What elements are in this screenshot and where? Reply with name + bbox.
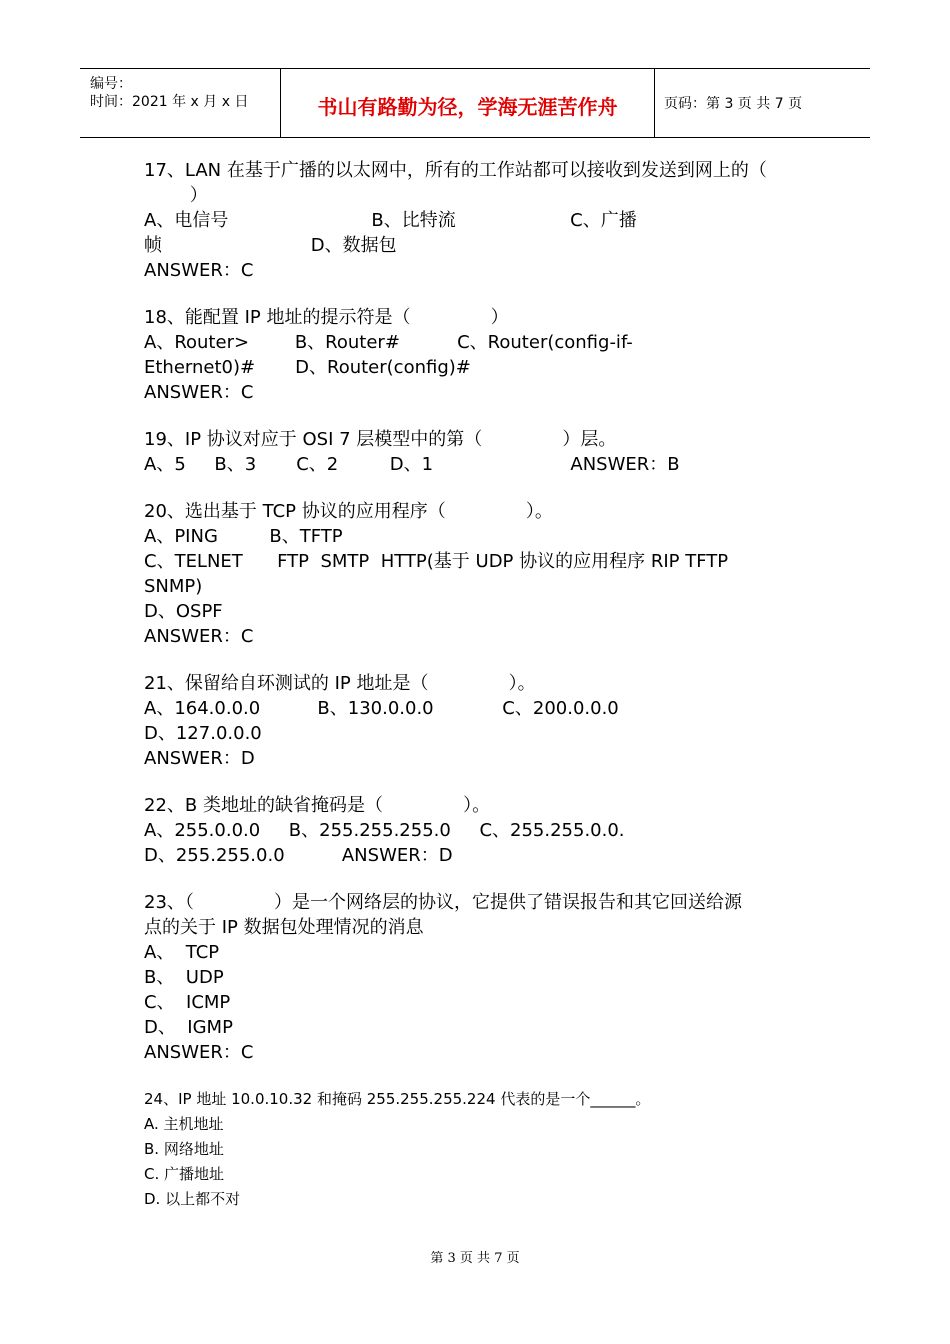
- question-20: [144, 499, 824, 649]
- question-line: 17、LAN 在基于广播的以太网中，所有的工作站都可以接收到发送到网上的（: [144, 160, 767, 181]
- time-label: 时间：2021 年 x 月 x 日: [90, 94, 249, 110]
- option-line: A、电信号 B、比特流 C、广播: [144, 210, 637, 231]
- option-line: B. 网络地址: [144, 1140, 224, 1158]
- question-line: 24、IP 地址 10.0.10.32 和掩码 255.255.255.224 代表的是一个______。: [144, 1090, 651, 1108]
- question-24: [144, 1087, 824, 1212]
- answer-line: ANSWER：C: [144, 626, 254, 647]
- question-19: [144, 427, 824, 477]
- option-line: B、 UDP: [144, 967, 224, 988]
- question-22: [144, 793, 824, 868]
- option-line: C、TELNET FTP SMTP HTTP(基于 UDP 协议的应用程序 RIP TFTP: [144, 551, 729, 572]
- option-line: SNMP): [144, 576, 203, 597]
- answer-line: ANSWER：C: [144, 260, 254, 281]
- question-line: 21、保留给自环测试的 IP 地址是（ ）。: [144, 673, 536, 694]
- header-left-cell: [80, 69, 280, 137]
- question-23: [144, 890, 824, 1065]
- number-label: 编号：: [90, 76, 132, 92]
- answer-line: ANSWER：D: [144, 748, 255, 769]
- question-line: 20、选出基于 TCP 协议的应用程序（ ）。: [144, 501, 553, 522]
- option-line: A. 主机地址: [144, 1115, 224, 1133]
- question-line: ）: [144, 185, 208, 206]
- question-line: 点的关于 IP 数据包处理情况的消息: [144, 917, 424, 938]
- question-line: 18、能配置 IP 地址的提示符是（ ）: [144, 307, 509, 328]
- header-middle-cell: [280, 69, 655, 137]
- question-17: [144, 158, 824, 283]
- answer-line: ANSWER：C: [144, 1042, 254, 1063]
- option-line: D、255.255.0.0 ANSWER：D: [144, 845, 453, 866]
- question-21: [144, 671, 824, 771]
- question-line: 23、（ ）是一个网络层的协议，它提供了错误报告和其它回送给源: [144, 892, 743, 913]
- page-footer: 第 3 页 共 7 页: [430, 1251, 520, 1266]
- option-line: A、5 B、3 C、2 D、1 ANSWER：B: [144, 454, 680, 475]
- header-right-cell: [654, 69, 870, 137]
- document-header: [80, 68, 870, 138]
- question-list: [144, 158, 824, 1234]
- question-18: [144, 305, 824, 405]
- option-line: 帧 D、数据包: [144, 235, 397, 256]
- question-line: 22、B 类地址的缺省掩码是（ ）。: [144, 795, 491, 816]
- header-motto: 书山有路勤为径，学海无涯苦作舟: [317, 95, 618, 119]
- option-line: D、 IGMP: [144, 1017, 233, 1038]
- option-line: A、255.0.0.0 B、255.255.255.0 C、255.255.0.0.: [144, 820, 625, 841]
- option-line: C. 广播地址: [144, 1165, 225, 1183]
- option-line: C、 ICMP: [144, 992, 231, 1013]
- answer-line: ANSWER：C: [144, 382, 254, 403]
- option-line: A、PING B、TFTP: [144, 526, 343, 547]
- option-line: A、Router> B、Router# C、Router(config-if-: [144, 332, 633, 353]
- page-code: 页码：第 3 页 共 7 页: [664, 96, 803, 112]
- option-line: A、 TCP: [144, 942, 220, 963]
- option-line: D、OSPF: [144, 601, 223, 622]
- question-line: 19、IP 协议对应于 OSI 7 层模型中的第（ ）层。: [144, 429, 617, 450]
- option-line: A、164.0.0.0 B、130.0.0.0 C、200.0.0.0: [144, 698, 619, 719]
- option-line: D. 以上都不对: [144, 1190, 241, 1208]
- option-line: Ethernet0)# D、Router(config)#: [144, 357, 471, 378]
- option-line: D、127.0.0.0: [144, 723, 262, 744]
